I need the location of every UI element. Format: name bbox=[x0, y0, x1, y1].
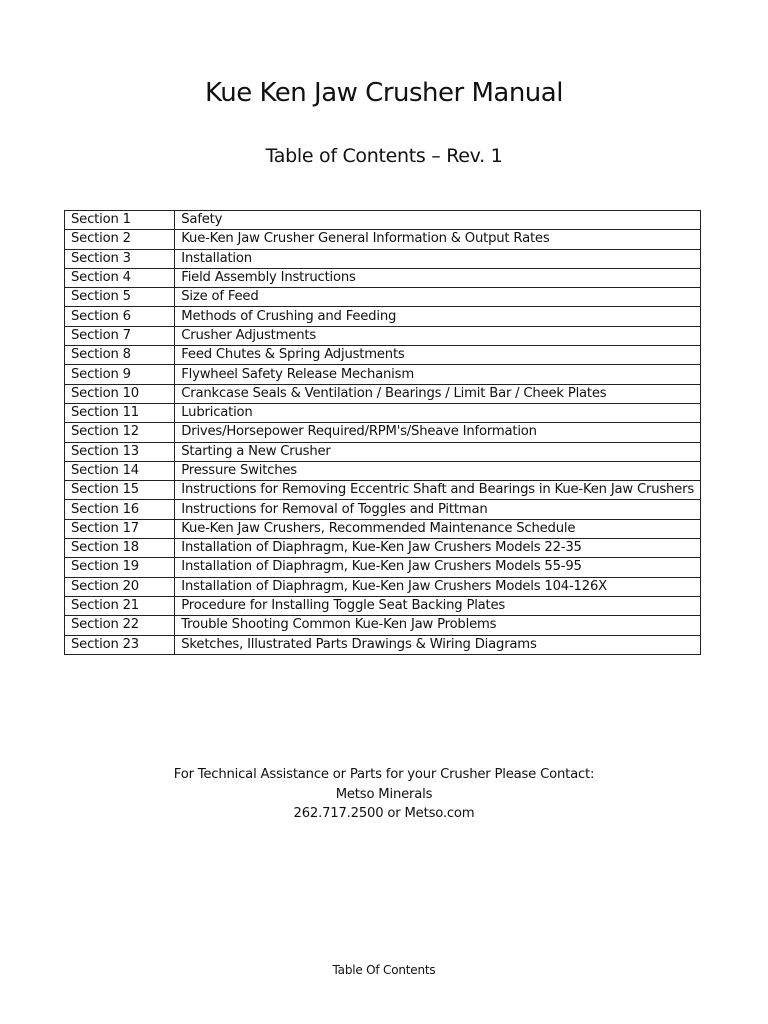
toc-row bbox=[65, 635, 701, 654]
toc-section-title: Kue-Ken Jaw Crushers, Recommended Maintenance Schedule bbox=[175, 519, 701, 538]
toc-section-number: Section 16 bbox=[65, 500, 175, 519]
toc-row bbox=[65, 442, 701, 461]
toc-section-number: Section 18 bbox=[65, 539, 175, 558]
toc-section-title: Safety bbox=[175, 211, 701, 230]
toc-section-title: Instructions for Removing Eccentric Shaft and Bearings in Kue-Ken Jaw Crushers bbox=[175, 481, 701, 500]
toc-row bbox=[65, 500, 701, 519]
toc-section-title: Starting a New Crusher bbox=[175, 442, 701, 461]
toc-section-number: Section 4 bbox=[65, 268, 175, 287]
toc-section-number: Section 13 bbox=[65, 442, 175, 461]
toc-section-number: Section 8 bbox=[65, 346, 175, 365]
contact-block bbox=[0, 765, 768, 824]
toc-section-title: Methods of Crushing and Feeding bbox=[175, 307, 701, 326]
toc-section-title: Crankcase Seals & Ventilation / Bearings / Limit Bar / Cheek Plates bbox=[175, 384, 701, 403]
toc-section-number: Section 21 bbox=[65, 596, 175, 615]
toc-row bbox=[65, 558, 701, 577]
toc-row bbox=[65, 268, 701, 287]
toc-section-title: Procedure for Installing Toggle Seat Backing Plates bbox=[175, 596, 701, 615]
toc-section-number: Section 6 bbox=[65, 307, 175, 326]
toc-row bbox=[65, 365, 701, 384]
toc-section-title: Feed Chutes & Spring Adjustments bbox=[175, 346, 701, 365]
toc-row bbox=[65, 519, 701, 538]
toc-section-title: Installation of Diaphragm, Kue-Ken Jaw Crushers Models 104-126X bbox=[175, 577, 701, 596]
toc-section-title: Size of Feed bbox=[175, 288, 701, 307]
toc-section-number: Section 19 bbox=[65, 558, 175, 577]
toc-section-number: Section 11 bbox=[65, 403, 175, 422]
toc-body bbox=[65, 211, 701, 655]
table-of-contents bbox=[64, 210, 701, 655]
toc-section-title: Field Assembly Instructions bbox=[175, 268, 701, 287]
toc-section-title: Flywheel Safety Release Mechanism bbox=[175, 365, 701, 384]
toc-row bbox=[65, 288, 701, 307]
toc-row bbox=[65, 230, 701, 249]
toc-row bbox=[65, 461, 701, 480]
toc-row bbox=[65, 577, 701, 596]
contact-phone-web: 262.717.2500 or Metso.com bbox=[293, 806, 475, 821]
toc-section-title: Lubrication bbox=[175, 403, 701, 422]
toc-section-title: Kue-Ken Jaw Crusher General Information & Output Rates bbox=[175, 230, 701, 249]
toc-section-title: Trouble Shooting Common Kue-Ken Jaw Problems bbox=[175, 616, 701, 635]
toc-section-title: Installation bbox=[175, 249, 701, 268]
toc-row bbox=[65, 616, 701, 635]
toc-section-number: Section 1 bbox=[65, 211, 175, 230]
toc-row bbox=[65, 481, 701, 500]
toc-section-title: Instructions for Removal of Toggles and Pittman bbox=[175, 500, 701, 519]
toc-section-number: Section 22 bbox=[65, 616, 175, 635]
toc-section-number: Section 2 bbox=[65, 230, 175, 249]
document-subtitle: Table of Contents – Rev. 1 bbox=[265, 145, 503, 167]
toc-section-title: Installation of Diaphragm, Kue-Ken Jaw Crushers Models 22-35 bbox=[175, 539, 701, 558]
toc-row bbox=[65, 539, 701, 558]
toc-row bbox=[65, 307, 701, 326]
toc-section-number: Section 7 bbox=[65, 326, 175, 345]
toc-row bbox=[65, 326, 701, 345]
toc-row bbox=[65, 346, 701, 365]
toc-section-number: Section 9 bbox=[65, 365, 175, 384]
toc-section-number: Section 20 bbox=[65, 577, 175, 596]
toc-row bbox=[65, 596, 701, 615]
toc-section-title: Crusher Adjustments bbox=[175, 326, 701, 345]
toc-row bbox=[65, 384, 701, 403]
toc-section-number: Section 17 bbox=[65, 519, 175, 538]
toc-section-number: Section 14 bbox=[65, 461, 175, 480]
toc-row bbox=[65, 423, 701, 442]
toc-section-title: Sketches, Illustrated Parts Drawings & Wiring Diagrams bbox=[175, 635, 701, 654]
toc-section-number: Section 15 bbox=[65, 481, 175, 500]
toc-section-number: Section 12 bbox=[65, 423, 175, 442]
document-title: Kue Ken Jaw Crusher Manual bbox=[205, 78, 563, 108]
toc-section-title: Drives/Horsepower Required/RPM's/Sheave Information bbox=[175, 423, 701, 442]
toc-row bbox=[65, 249, 701, 268]
toc-section-number: Section 10 bbox=[65, 384, 175, 403]
toc-section-number: Section 23 bbox=[65, 635, 175, 654]
toc-section-number: Section 3 bbox=[65, 249, 175, 268]
contact-line-1: For Technical Assistance or Parts for your Crusher Please Contact: bbox=[173, 767, 595, 782]
toc-row bbox=[65, 403, 701, 422]
toc-section-title: Installation of Diaphragm, Kue-Ken Jaw Crushers Models 55-95 bbox=[175, 558, 701, 577]
page-footer: Table Of Contents bbox=[332, 963, 436, 977]
toc-row bbox=[65, 211, 701, 230]
toc-section-number: Section 5 bbox=[65, 288, 175, 307]
contact-company: Metso Minerals bbox=[335, 786, 433, 802]
toc-section-title: Pressure Switches bbox=[175, 461, 701, 480]
